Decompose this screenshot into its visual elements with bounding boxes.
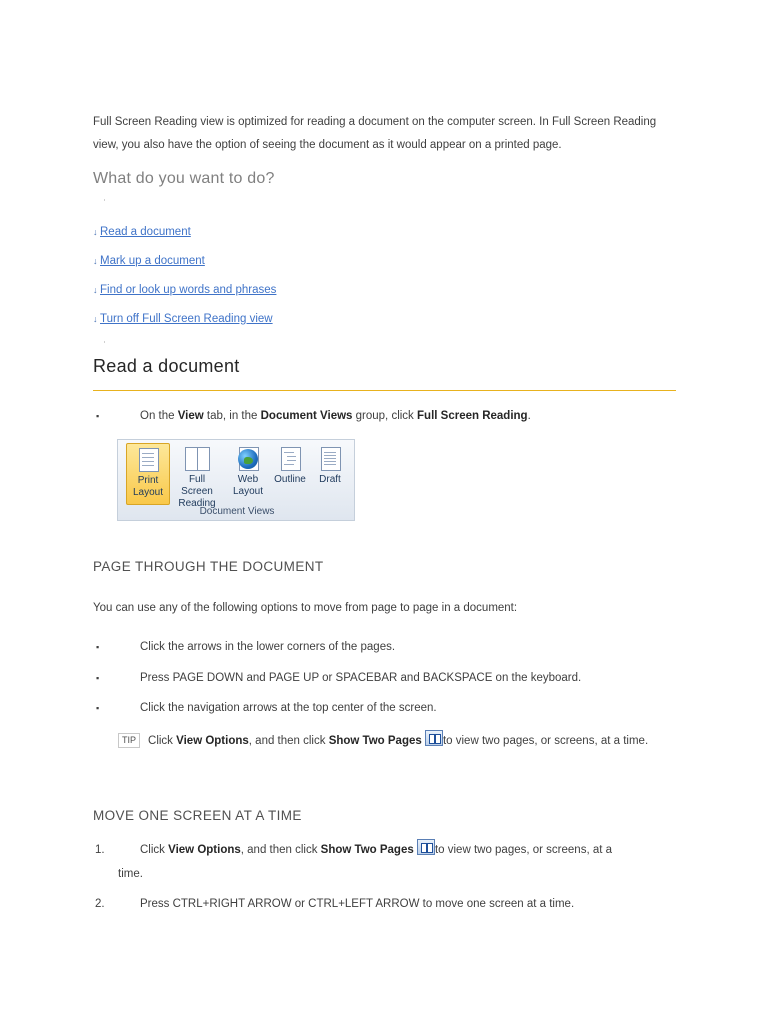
show-two-pages-command: Show Two Pages [328,735,422,747]
view-options-command: View Options [176,735,249,747]
document-views-ribbon [117,439,355,521]
read-a-document-heading: Read a document [93,356,240,376]
step-number: 1. [95,844,105,856]
view-options-command: View Options [168,844,241,856]
document-views-group-name: Document Views [260,410,353,422]
link-find-or-look-up[interactable]: Find or look up words and phrases [100,284,277,296]
print-layout-icon [135,447,161,473]
draft-icon [317,446,343,472]
show-two-pages-command: Show Two Pages [320,844,414,856]
full-screen-reading-icon [184,446,210,472]
full-screen-reading-command: Full Screen Reading [417,410,528,422]
down-arrow-icon: ↓ [93,285,98,295]
page-through-heading: PAGE THROUGH THE DOCUMENT [93,559,324,574]
bullet-icon: ▪ [96,411,100,421]
jump-links-list [93,222,276,338]
document-page: Full Screen Reading view is optimized for reading a document on the computer screen. In Full Screen Reading view, you also have the option of seeing the document as it would appear on a printed page. What do you want to do? ↓ Read a document ↓ Mark up a document ↓ Find or look up words and phrases ↓ Turn off Full Screen Reading view Read a document ▪ On the View tab, in the Document Views group, click Full Screen Reading. Print Layout Full Screen Reading Web Layout Outline Draft Document Views PAGE THROUGH THE DOCUMENT You can use any of the following options to move from page to page in a document: ▪ Click the arrows in the lower corners of the pages. ▪ Press PAGE DOWN and PAGE UP or SPACEBAR and BACKSPACE on the keyboard. ▪ Click the navigation arrows at the top center of the screen. TIP Click View Options, and then click Show Two Pages to view two pages, or screens, at a time. MOVE ONE SCREEN AT A TIME 1. Click View Options, and then click Show Two Pages to view two pages, or screens, at a time. 2. Press CTRL+RIGHT ARROW or CTRL+LEFT ARROW to move one screen at a time. [0,0,768,1024]
outline-icon [277,446,303,472]
down-arrow-icon: ↓ [93,227,98,237]
page-through-intro: You can use any of the following options to move from page to page in a document: [93,602,518,614]
numbered-step: 1. Click View Options, and then click Show Two Pages to view two pages, or screens, at a time. [93,838,653,886]
web-layout-button[interactable]: Web Layout [226,443,270,505]
numbered-step: 2. Press CTRL+RIGHT ARROW or CTRL+LEFT ARROW to move one screen at a time. [93,892,653,916]
heading-underline [93,390,676,391]
anchor-marker [104,199,105,201]
tip-note: TIP Click View Options, and then click Show Two Pages to view two pages, or screens, at a time. [118,729,658,753]
draft-button[interactable]: Draft [308,443,352,505]
tip-label: TIP [118,733,140,748]
full-screen-reading-button[interactable]: Full Screen Reading [173,443,221,505]
move-one-screen-heading: MOVE ONE SCREEN AT A TIME [93,808,302,823]
view-tab-name: View [177,410,204,422]
web-layout-icon [235,446,261,472]
anchor-marker [104,341,105,343]
down-arrow-icon: ↓ [93,256,98,266]
print-layout-button[interactable]: Print Layout [126,443,170,505]
bullet-icon: ▪ [96,673,100,683]
down-arrow-icon: ↓ [93,314,98,324]
ribbon-group-label: Document Views [199,506,275,517]
link-read-a-document[interactable]: Read a document [100,226,191,238]
jump-link-item [93,309,276,338]
jump-link-item [93,251,276,280]
bullet-icon: ▪ [96,642,100,652]
what-do-you-want-heading: What do you want to do? [93,170,275,187]
link-turn-off-full-screen[interactable]: Turn off Full Screen Reading view [100,313,273,325]
intro-paragraph: Full Screen Reading view is optimized for reading a document on the computer screen. In Full Screen Reading view, you also have the option of seeing the document as it would appear on a printed page. [93,116,657,151]
outline-button[interactable]: Outline [268,443,312,505]
step-number: 2. [95,898,105,910]
jump-link-item [93,280,276,309]
bullet-icon: ▪ [96,703,100,713]
link-mark-up-a-document[interactable]: Mark up a document [100,255,205,267]
show-two-pages-icon [425,730,443,746]
show-two-pages-icon [417,839,435,855]
jump-link-item [93,222,276,251]
